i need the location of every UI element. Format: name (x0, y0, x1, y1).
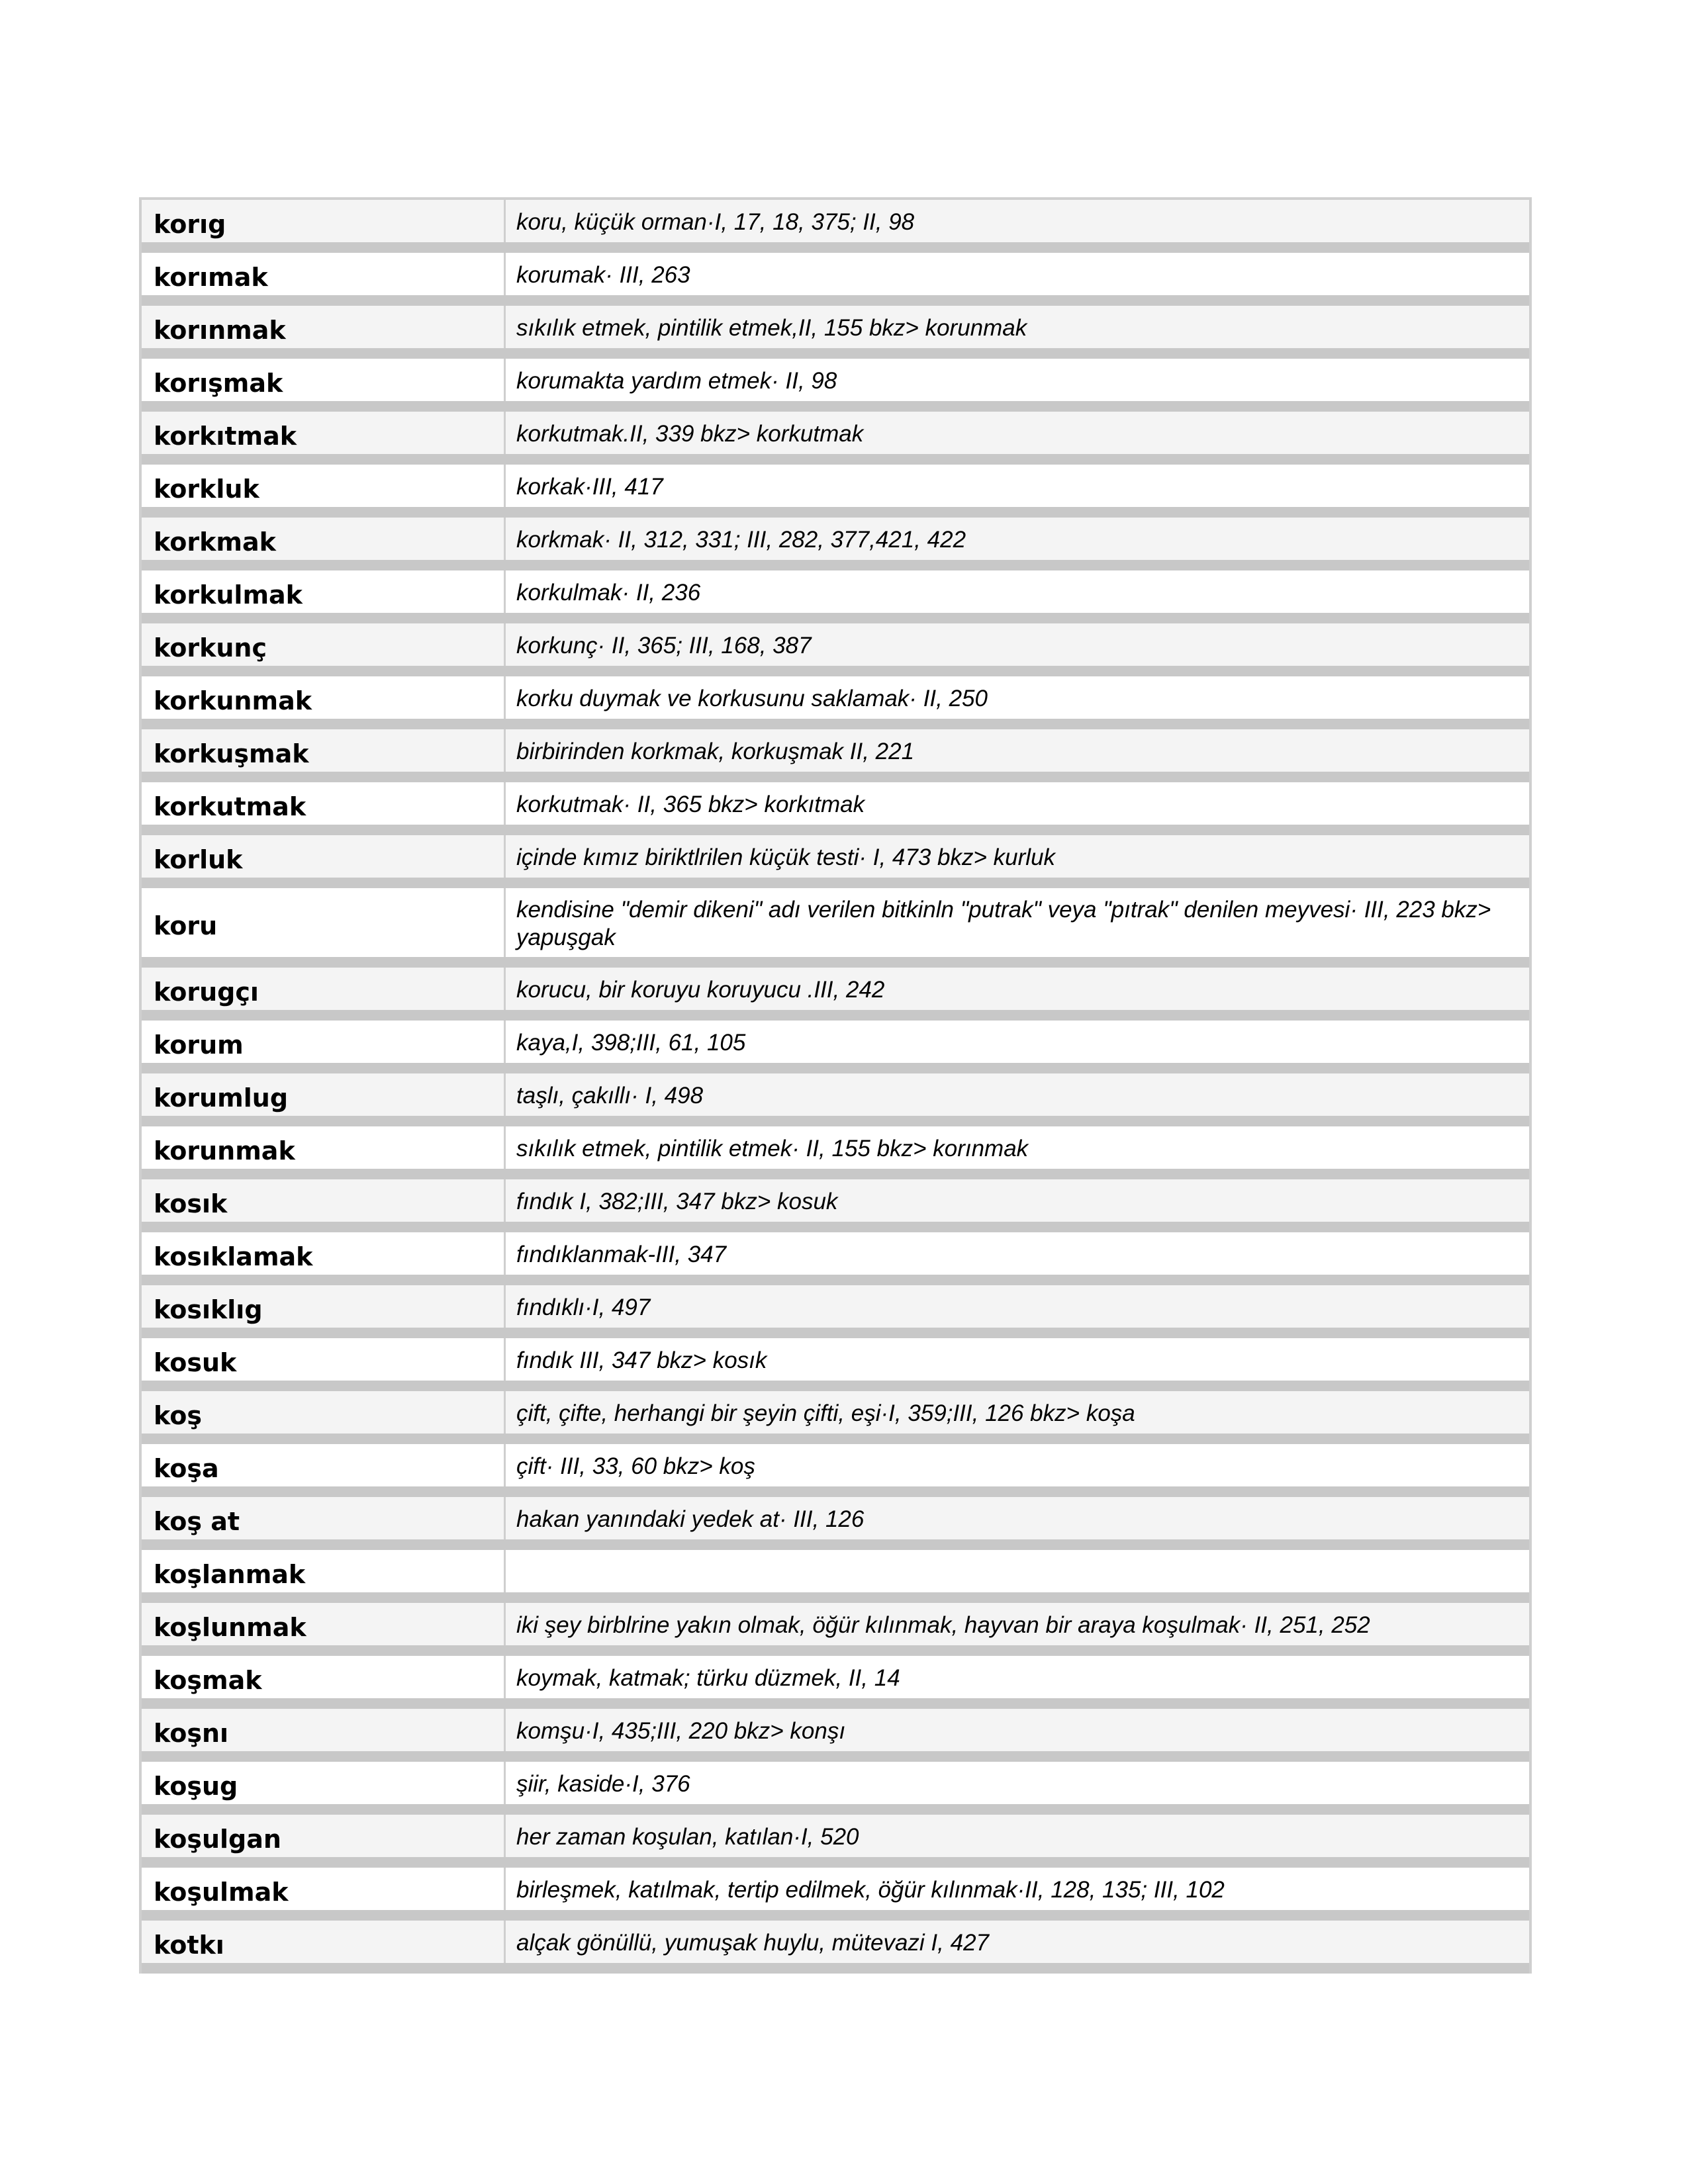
entry-definition: içinde kımız biriktlrilen küçük testi· I, 473 bkz> kurluk (506, 835, 1529, 878)
entry-term: koşlanmak (142, 1550, 506, 1592)
entry-term: koşa (142, 1444, 506, 1486)
entry-definition: çift· III, 33, 60 bkz> koş (506, 1444, 1529, 1486)
entry-term: korkıtmak (142, 412, 506, 454)
table-row (142, 570, 1529, 623)
entry-definition: alçak gönüllü, yumuşak huylu, mütevazi I, 427 (506, 1921, 1529, 1963)
table-row (142, 1021, 1529, 1073)
entry-term: kotkı (142, 1921, 506, 1963)
entry-term: koş at (142, 1497, 506, 1539)
table-row (142, 306, 1529, 359)
entry-definition: korkutmak· II, 365 bkz> korkıtmak (506, 782, 1529, 825)
entry-term: kosuk (142, 1338, 506, 1381)
entry-term: korugçı (142, 968, 506, 1010)
entry-definition: sıkılık etmek, pintilik etmek,II, 155 bkz> korunmak (506, 306, 1529, 348)
entry-term: koşmak (142, 1656, 506, 1698)
entry-definition: birleşmek, katılmak, tertip edilmek, öğür kılınmak·II, 128, 135; III, 102 (506, 1868, 1529, 1910)
entry-term: korıg (142, 200, 506, 242)
table-row (142, 1921, 1529, 1974)
entry-term: koşulgan (142, 1815, 506, 1857)
entry-term: korınmak (142, 306, 506, 348)
table-row (142, 1497, 1529, 1550)
entry-definition: korucu, bir koruyu koruyucu .III, 242 (506, 968, 1529, 1010)
entry-definition: korkutmak.II, 339 bkz> korkutmak (506, 412, 1529, 454)
entry-definition: fındıklanmak-III, 347 (506, 1232, 1529, 1275)
table-row (142, 968, 1529, 1021)
entry-term: koşulmak (142, 1868, 506, 1910)
entry-term: koşnı (142, 1709, 506, 1751)
table-row (142, 518, 1529, 570)
entry-term: koş (142, 1391, 506, 1433)
table-row (142, 729, 1529, 782)
entry-definition: fındık I, 382;III, 347 bkz> kosuk (506, 1179, 1529, 1222)
entry-definition: koru, küçük orman·I, 17, 18, 375; II, 98 (506, 200, 1529, 242)
entry-definition: birbirinden korkmak, korkuşmak II, 221 (506, 729, 1529, 772)
table-row (142, 1815, 1529, 1868)
table-row (142, 253, 1529, 306)
entry-term: korumlug (142, 1073, 506, 1116)
table-row (142, 1391, 1529, 1444)
entry-definition: korkulmak· II, 236 (506, 570, 1529, 613)
entry-term: kosıklamak (142, 1232, 506, 1275)
entry-definition: şiir, kaside·I, 376 (506, 1762, 1529, 1804)
entry-term: korkunç (142, 623, 506, 666)
table-row (142, 412, 1529, 465)
table-row (142, 1126, 1529, 1179)
entry-definition: her zaman koşulan, katılan·I, 520 (506, 1815, 1529, 1857)
entry-definition: korkunç· II, 365; III, 168, 387 (506, 623, 1529, 666)
table-row (142, 1656, 1529, 1709)
entry-definition (506, 1550, 1529, 1592)
table-row (142, 1603, 1529, 1656)
dictionary-table (139, 197, 1532, 1974)
table-row (142, 1444, 1529, 1497)
entry-definition: komşu·I, 435;III, 220 bkz> konşı (506, 1709, 1529, 1751)
table-row (142, 359, 1529, 412)
entry-definition: sıkılık etmek, pintilik etmek· II, 155 bkz> korınmak (506, 1126, 1529, 1169)
entry-term: koru (142, 888, 506, 957)
entry-definition: koymak, katmak; türku düzmek, II, 14 (506, 1656, 1529, 1698)
table-row (142, 1550, 1529, 1603)
entry-term: korkmak (142, 518, 506, 560)
table-row (142, 1868, 1529, 1921)
entry-term: korkluk (142, 465, 506, 507)
entry-term: korkuşmak (142, 729, 506, 772)
entry-definition: korumak· III, 263 (506, 253, 1529, 295)
entry-definition: korumakta yardım etmek· II, 98 (506, 359, 1529, 401)
entry-term: kosık (142, 1179, 506, 1222)
entry-definition: iki şey birblrine yakın olmak, öğür kılınmak, hayvan bir araya koşulmak· II, 251, 252 (506, 1603, 1529, 1645)
entry-definition: fındık III, 347 bkz> kosık (506, 1338, 1529, 1381)
table-row (142, 1762, 1529, 1815)
table-row (142, 835, 1529, 888)
entry-definition: kaya,I, 398;III, 61, 105 (506, 1021, 1529, 1063)
table-row (142, 1232, 1529, 1285)
entry-term: korışmak (142, 359, 506, 401)
entry-term: kosıklıg (142, 1285, 506, 1328)
entry-term: koşlunmak (142, 1603, 506, 1645)
entry-term: korum (142, 1021, 506, 1063)
entry-definition: çift, çifte, herhangi bir şeyin çifti, eşi·I, 359;III, 126 bkz> koşa (506, 1391, 1529, 1433)
entry-term: korımak (142, 253, 506, 295)
entry-term: korkunmak (142, 676, 506, 719)
entry-definition: taşlı, çakıllı· I, 498 (506, 1073, 1529, 1116)
entry-term: korunmak (142, 1126, 506, 1169)
table-row (142, 1338, 1529, 1391)
table-row (142, 1073, 1529, 1126)
entry-definition: hakan yanındaki yedek at· III, 126 (506, 1497, 1529, 1539)
entry-definition: kendisine "demir dikeni" adı verilen bitkinln "putrak" veya "pıtrak" denilen meyvesi· III, 223 bkz> yapuşgak (506, 888, 1529, 957)
table-row (142, 623, 1529, 676)
table-row (142, 676, 1529, 729)
table-row (142, 465, 1529, 518)
table-row (142, 782, 1529, 835)
entry-term: koşug (142, 1762, 506, 1804)
entry-definition: fındıklı·I, 497 (506, 1285, 1529, 1328)
entry-term: korluk (142, 835, 506, 878)
table-row (142, 888, 1529, 968)
entry-definition: korku duymak ve korkusunu saklamak· II, 250 (506, 676, 1529, 719)
table-row (142, 1709, 1529, 1762)
entry-term: korkulmak (142, 570, 506, 613)
entry-term: korkutmak (142, 782, 506, 825)
entry-definition: korkak·III, 417 (506, 465, 1529, 507)
table-row (142, 1285, 1529, 1338)
entry-definition: korkmak· II, 312, 331; III, 282, 377,421, 422 (506, 518, 1529, 560)
table-row (142, 1179, 1529, 1232)
table-row (142, 200, 1529, 253)
